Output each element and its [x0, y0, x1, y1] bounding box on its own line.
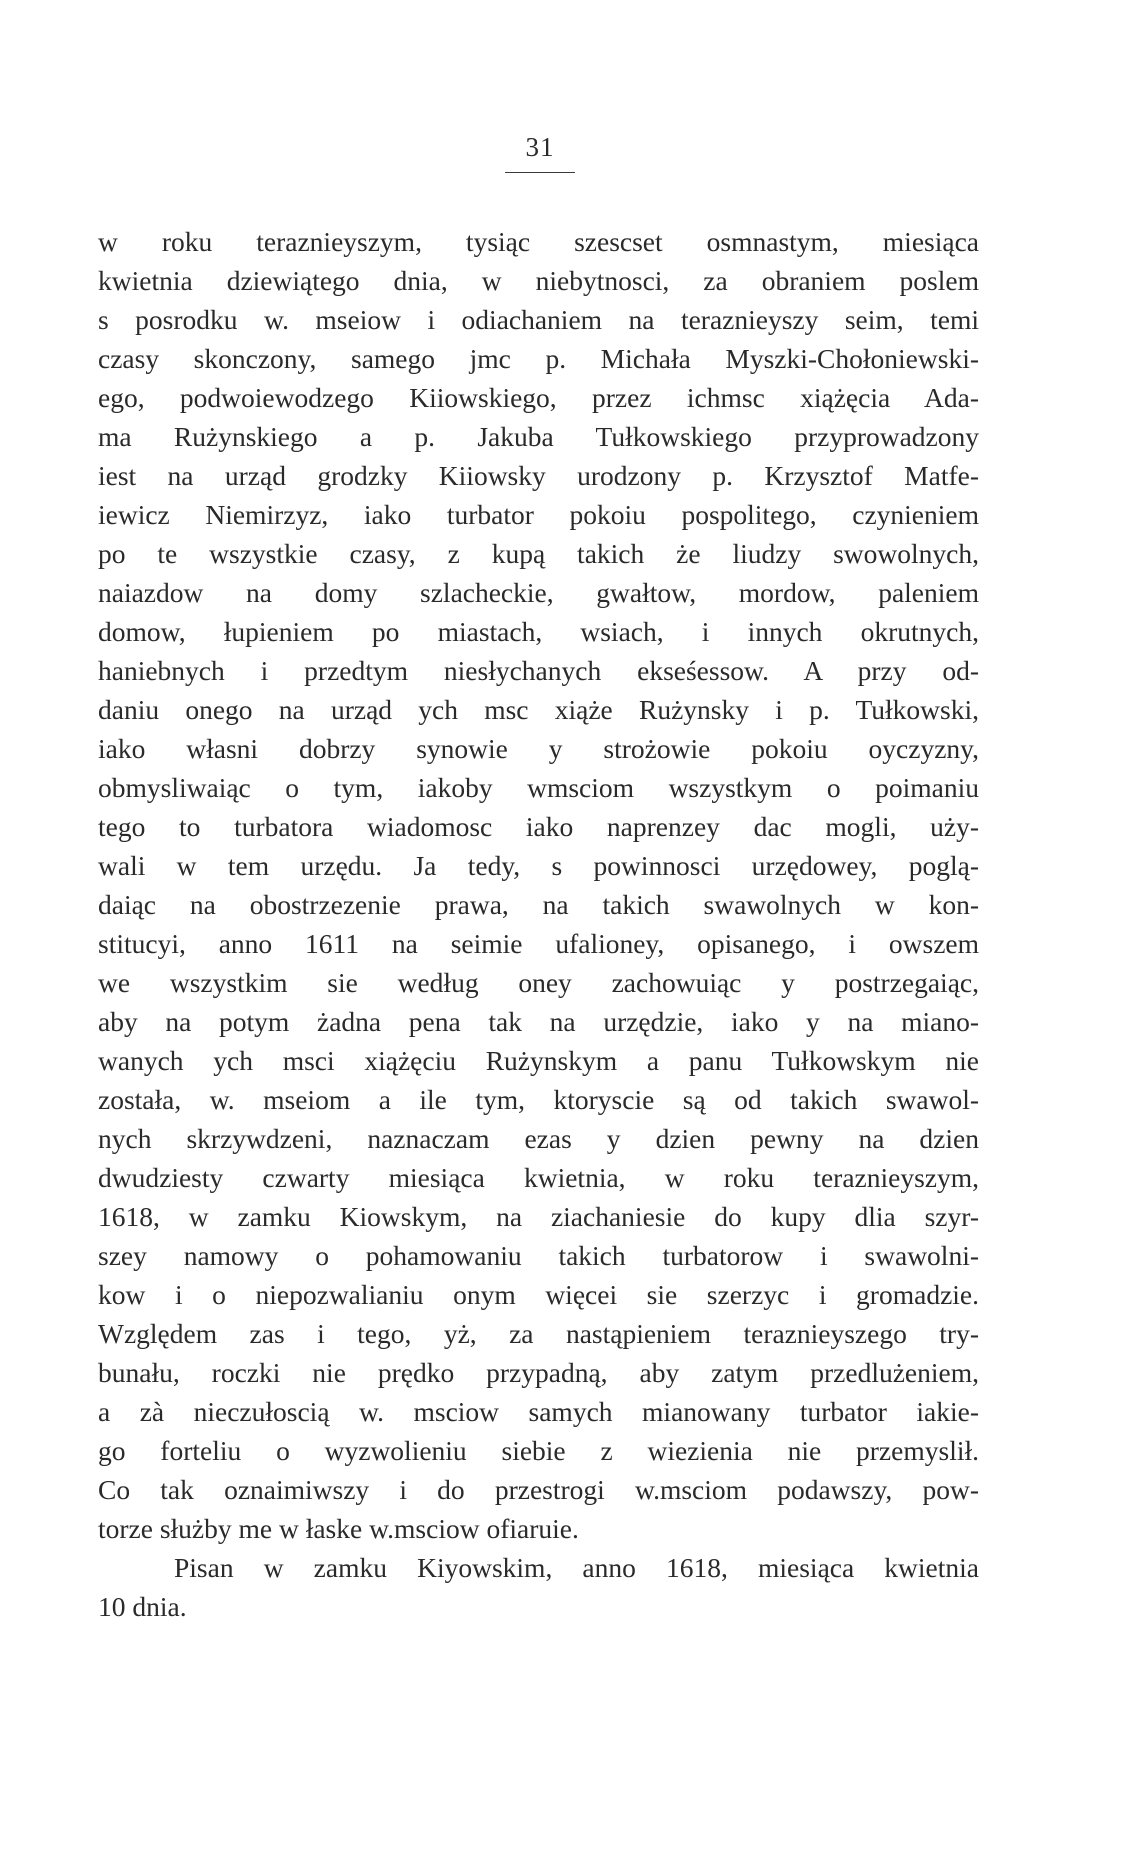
text-line: obmysliwaiąc o tym, iakoby wmsciom wszystkym o poimaniu	[98, 772, 979, 803]
text-line: po te wszystkie czasy, z kupą takich że liudzy swowolnych,	[98, 538, 979, 569]
text-line: haniebnych i przedtym niesłychanych ekseśessow. A przy od-	[98, 655, 979, 686]
text-line: daiąc na obostrzezenie prawa, na takich swawolnych w kon-	[98, 889, 979, 920]
text-line: bunału, roczki nie prędko przypadną, aby zatym przedlużeniem,	[98, 1357, 979, 1388]
text-line: wanych ych msci xiążęciu Rużynskym a panu Tułkowskym nie	[98, 1045, 979, 1076]
text-line: Względem zas i tego, yż, za nastąpieniem teraznieyszego try-	[98, 1318, 979, 1349]
text-line: czasy skonczony, samego jmc p. Michała Myszki-Chołoniewski-	[98, 343, 979, 374]
text-line: kwietnia dziewiątego dnia, w niebytnosci, za obraniem poslem	[98, 265, 979, 296]
text-line: s posrodku w. mseiow i odiachaniem na teraznieyszy seim, temi	[98, 304, 979, 335]
text-line: ego, podwoiewodzego Kiiowskiego, przez ichmsc xiążęcia Ada-	[98, 382, 979, 413]
text-line: we wszystkim sie według oney zachowuiąc y postrzegaiąc,	[98, 967, 979, 998]
text-line: aby na potym żadna pena tak na urzędzie, iako y na miano-	[98, 1006, 979, 1037]
text-line: torze służby me w łaske w.msciow ofiaruie.	[98, 1513, 579, 1544]
text-line: iewicz Niemirzyz, iako turbator pokoiu pospolitego, czynieniem	[98, 499, 979, 530]
text-line: domow, łupieniem po miastach, wsiach, i innych okrutnych,	[98, 616, 979, 647]
text-line: 10 dnia.	[98, 1591, 187, 1622]
text-line: iako własni dobrzy synowie y strożowie pokoiu oyczyzny,	[98, 733, 979, 764]
text-line: została, w. mseiom a ile tym, ktoryscie są od takich swawol-	[98, 1084, 979, 1115]
text-line: Pisan w zamku Kiyowskim, anno 1618, miesiąca kwietnia	[174, 1552, 979, 1583]
text-line: tego to turbatora wiadomosc iako naprenzey dac mogli, uży-	[98, 811, 979, 842]
text-line: Co tak oznaimiwszy i do przestrogi w.msciom podawszy, pow-	[98, 1474, 979, 1505]
text-line: stitucyi, anno 1611 na seimie ufalioney, opisanego, i owszem	[98, 928, 979, 959]
text-line: 1618, w zamku Kiowskym, na ziachaniesie do kupy dlia szyr-	[98, 1201, 979, 1232]
text-line: iest na urząd grodzky Kiiowsky urodzony p. Krzysztof Matfe-	[98, 460, 979, 491]
page-number: 31	[525, 132, 555, 162]
text-line: w roku teraznieyszym, tysiąc szescset osmnastym, miesiąca	[98, 226, 979, 257]
text-line: dwudziesty czwarty miesiąca kwietnia, w roku teraznieyszym,	[98, 1162, 979, 1193]
text-line: wali w tem urzędu. Ja tedy, s powinnosci urzędowey, poglą-	[98, 850, 979, 881]
text-line: ma Rużynskiego a p. Jakuba Tułkowskiego przyprowadzony	[98, 421, 979, 452]
page-number-underline	[505, 172, 575, 173]
text-line: szey namowy o pohamowaniu takich turbatorow i swawolni-	[98, 1240, 979, 1271]
text-line: daniu onego na urząd ych msc xiąże Rużynsky i p. Tułkowski,	[98, 694, 979, 725]
text-line: a zà nieczułoscią w. msciow samych mianowany turbator iakie-	[98, 1396, 979, 1427]
body-text	[98, 222, 979, 1626]
text-line: go forteliu o wyzwolieniu siebie z wiezienia nie przemyslił.	[98, 1435, 979, 1466]
text-line: nych skrzywdzeni, naznaczam ezas y dzien pewny na dzien	[98, 1123, 979, 1154]
text-line: kow i o niepozwalianiu onym więcei sie szerzyc i gromadzie.	[98, 1279, 979, 1310]
text-line: naiazdow na domy szlacheckie, gwałtow, mordow, paleniem	[98, 577, 979, 608]
